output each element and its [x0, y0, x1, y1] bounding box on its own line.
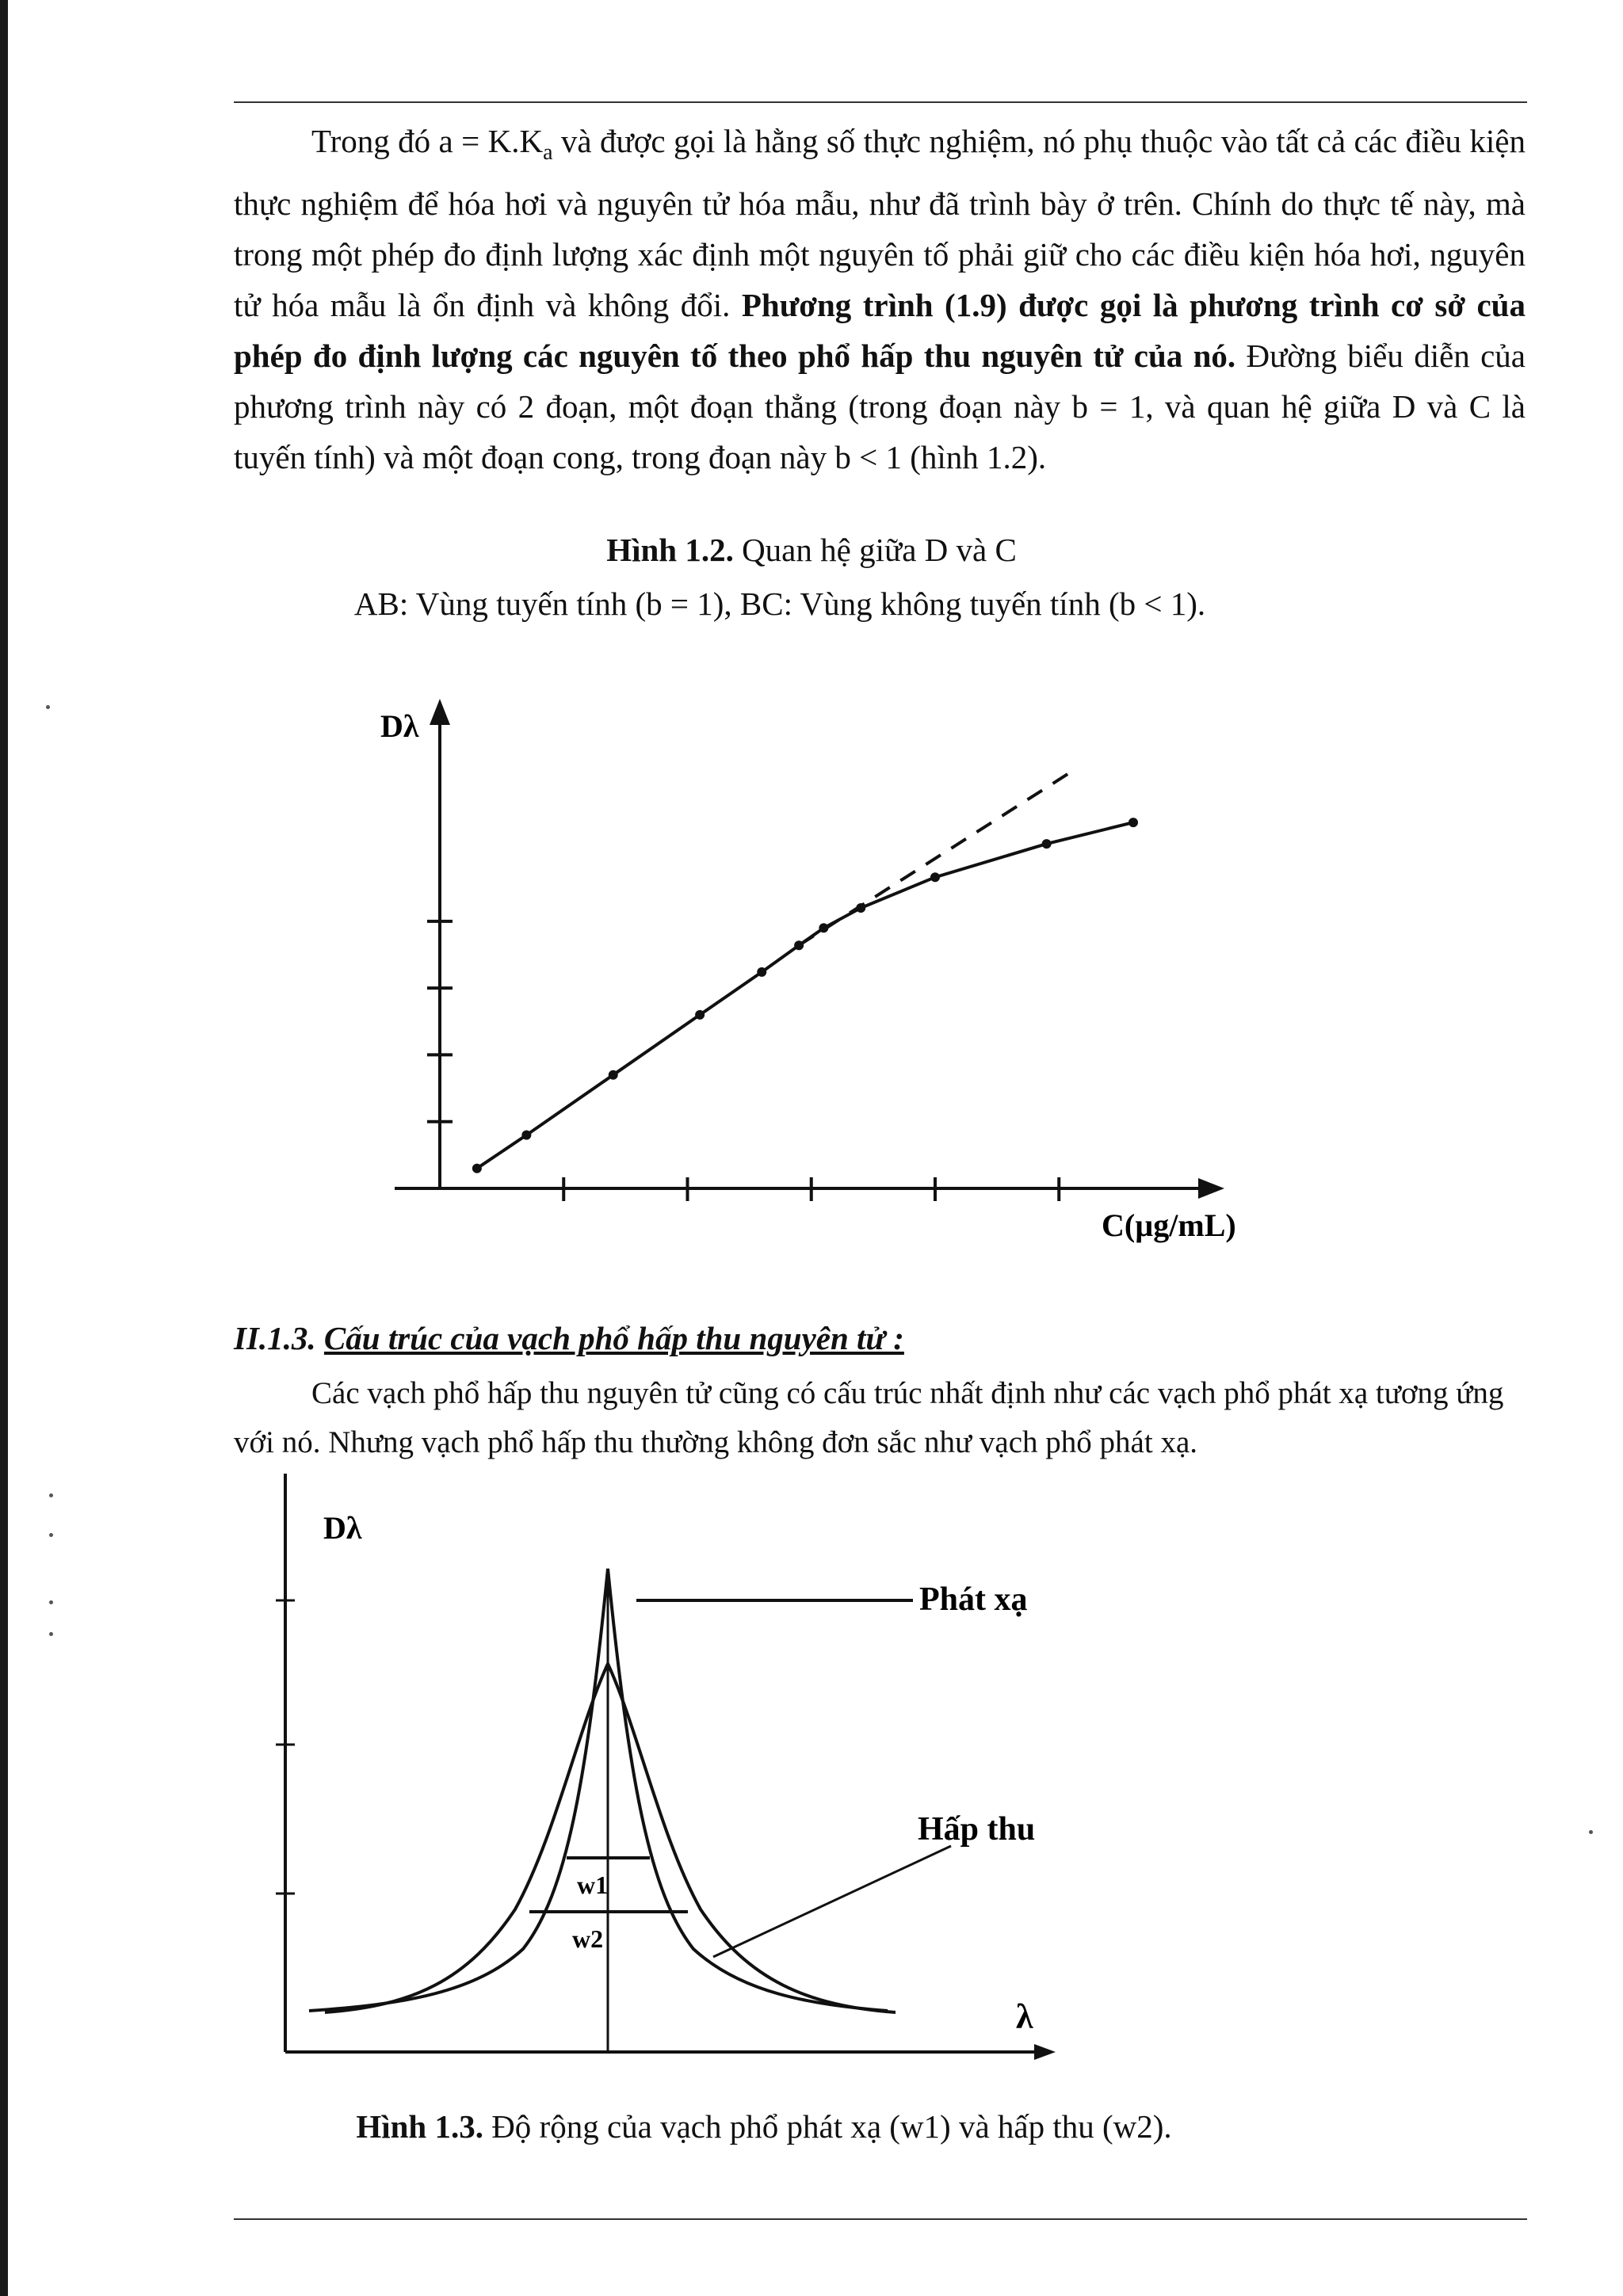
figure-1-2-caption-label: Hình 1.2. [606, 532, 734, 568]
scan-speck [49, 1493, 53, 1497]
figure-1-3-caption [0, 2107, 1623, 2145]
data-point [609, 1070, 618, 1080]
figure-1-3-caption-text: Độ rộng của vạch phổ phát xạ (w1) và hấp thu (w2). [483, 2108, 1172, 2145]
absorption-label: Hấp thu [918, 1811, 1036, 1848]
paragraph-1-subscript: a [543, 140, 553, 166]
figure-1-2-subcaption: AB: Vùng tuyến tính (b = 1), BC: Vùng không tuyến tính (b < 1). [353, 585, 1206, 622]
data-point [856, 903, 865, 913]
scan-speck [49, 1600, 53, 1604]
data-point [757, 967, 766, 977]
top-rule [234, 101, 1527, 103]
paragraph-1-tail: Đường biểu diễn của phương trình này có 2 đoạn, một đoạn thẳng (trong đoạn này b = 1, và quan hệ giữa D và C là tuyến tính) và một đoạn cong, trong đoạn này b < 1 (hình 1.2). [234, 338, 1526, 476]
scan-speck [49, 1533, 53, 1537]
y-axis-label: Dλ [380, 708, 419, 744]
absorption-pointer-line [713, 1846, 951, 1957]
section-title: Cấu trúc của vạch phổ hấp thu nguyên tử : [323, 1320, 904, 1356]
data-point [930, 872, 940, 882]
calibration-curve [477, 822, 1133, 1169]
figure-1-2-caption [0, 531, 1623, 569]
data-point [1042, 839, 1052, 849]
paragraph-2 [234, 1369, 1526, 1467]
x-axis-label: C(µg/mL) [1102, 1207, 1236, 1243]
section-heading [234, 1319, 904, 1357]
x-axis-arrow [1034, 2044, 1056, 2060]
paragraph-1-bold: Phương trình (1.9) được gọi là phương trình cơ sở của phép đo định lượng các nguyên tố theo phổ hấp thu nguyên tử của nó. [234, 287, 1526, 375]
data-point [794, 940, 804, 950]
scan-speck [49, 1632, 53, 1636]
y-axis-arrow [430, 699, 450, 725]
data-point [472, 1164, 482, 1173]
paragraph-1-body: và được gọi là hằng số thực nghiệm, nó phụ thuộc vào tất cả các điều kiện thực nghiệm để hóa hơi và nguyên tử hóa mẫu, như đã trình bày ở trên. Chính do thực tế này, mà trong một phép đo định lượng xác định một nguyên tố phải giữ cho các điều kiện hóa hơi, nguyên tử hóa mẫu là ổn định và không đổi. [234, 123, 1526, 324]
paragraph-2-text: Các vạch phổ hấp thu nguyên tử cũng có cấu trúc nhất định như các vạch phổ phát xạ tương ứng với nó. Nhưng vạch phổ hấp thu thường không đơn sắc như vạch phổ phát xạ. [234, 1376, 1504, 1459]
data-points [472, 818, 1138, 1173]
figure-1-3-caption-label: Hình 1.3. [356, 2108, 483, 2145]
bottom-rule [234, 2218, 1527, 2220]
paragraph-1 [234, 116, 1526, 482]
x-axis-label: λ [1016, 1997, 1033, 2036]
x-axis-arrow [1198, 1178, 1224, 1199]
data-point [695, 1010, 705, 1020]
w1-label: w1 [577, 1871, 609, 1899]
paragraph-1-intro: Trong đó a = K.K [311, 123, 544, 159]
data-point [521, 1131, 531, 1140]
scan-speck [46, 705, 50, 709]
section-number: II.1.3. [234, 1320, 316, 1356]
scan-speck [1589, 1830, 1593, 1834]
data-point [1128, 818, 1138, 827]
scan-edge-bar [0, 0, 8, 2296]
w2-label: w2 [572, 1924, 604, 1953]
figure-1-3-chart [254, 1466, 1125, 2076]
data-point [819, 923, 828, 933]
figure-1-2-caption-text: Quan hệ giữa D và C [733, 532, 1017, 568]
figure-1-2-chart [349, 689, 1300, 1260]
absorption-line-profile [325, 1664, 896, 2012]
y-axis-label: Dλ [323, 1510, 362, 1546]
emission-label: Phát xạ [919, 1581, 1028, 1618]
